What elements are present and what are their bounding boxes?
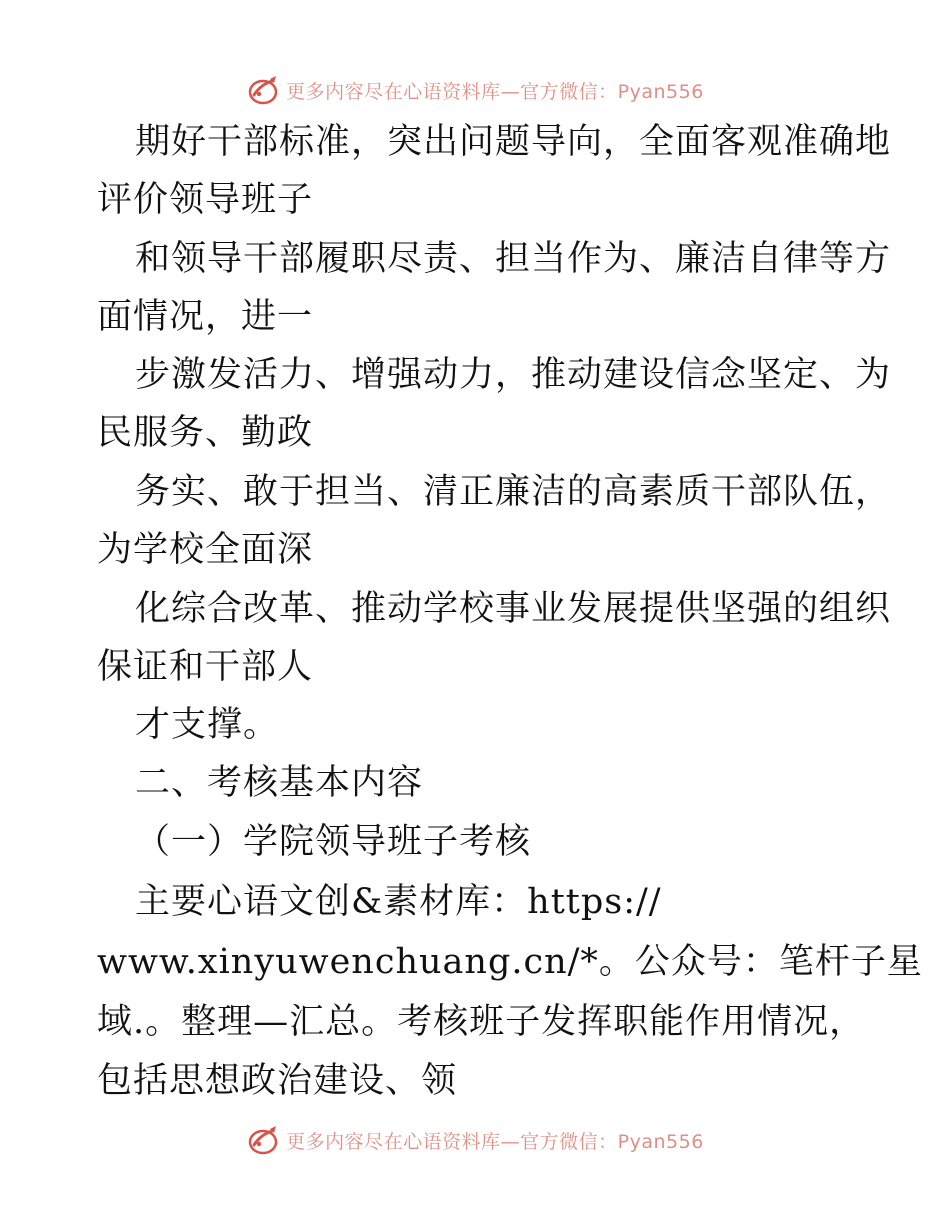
text-line: 期好干部标准，突出问题导向，全面客观准确地 (135, 122, 892, 162)
text-line: www.xinyuwenchuang.cn/*。公众号：笔杆子星 (97, 942, 923, 982)
mouse-pen-logo-icon (246, 73, 280, 107)
text-line: 评价领导班子 (97, 180, 314, 220)
header-watermark-banner (0, 70, 950, 110)
text-line: 面情况，进一 (97, 297, 314, 337)
footer-watermark-banner (0, 1120, 950, 1160)
text-line: 民服务、勤政 (97, 413, 314, 453)
subsection-heading: （一）学院领导班子考核 (135, 822, 532, 862)
text-line: 才支撑。 (135, 705, 280, 745)
text-line: 务实、敢于担当、清正廉洁的高素质干部队伍， (135, 472, 892, 512)
header-banner-text: 更多内容尽在心语资料库—官方微信：Pyan556 (286, 80, 704, 103)
text-line: 包括思想政治建设、领 (97, 1061, 458, 1101)
text-line: 步激发活力、增强动力，推动建设信念坚定、为 (135, 355, 892, 395)
text-line: 保证和干部人 (97, 647, 314, 687)
text-line: 主要心语文创&素材库：https:// (135, 882, 662, 922)
section-heading: 二、考核基本内容 (135, 763, 424, 803)
text-line: 域.。整理—汇总。考核班子发挥职能作用情况， (97, 1002, 866, 1042)
text-line: 和领导干部履职尽责、担当作为、廉洁自律等方 (135, 239, 892, 279)
footer-banner-text: 更多内容尽在心语资料库—官方微信：Pyan556 (286, 1130, 704, 1153)
text-line: 化综合改革、推动学校事业发展提供坚强的组织 (135, 589, 892, 629)
text-line: 为学校全面深 (97, 530, 314, 570)
mouse-pen-logo-icon (246, 1123, 280, 1157)
